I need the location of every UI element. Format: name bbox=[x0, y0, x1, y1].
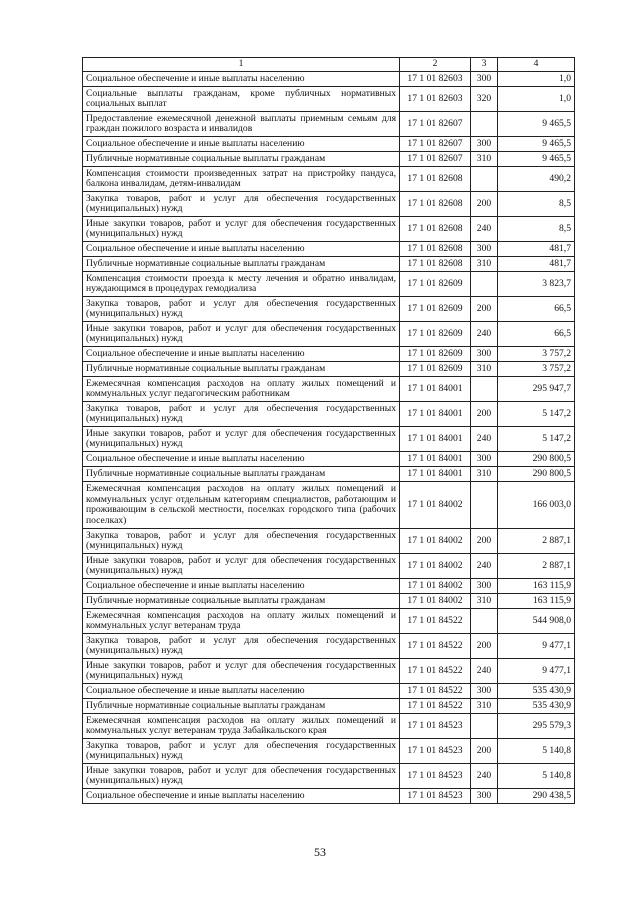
row-name-cell: Публичные нормативные социальные выплаты гражданам bbox=[83, 467, 400, 482]
table-row bbox=[83, 714, 575, 739]
row-amount-cell: 5 140,8 bbox=[498, 739, 575, 764]
table-row bbox=[83, 347, 575, 362]
row-type-cell: 310 bbox=[471, 699, 498, 714]
row-name-cell: Социальное обеспечение и иные выплаты населению bbox=[83, 242, 400, 257]
row-amount-cell: 3 823,7 bbox=[498, 272, 575, 297]
row-code-cell: 17 1 01 82609 bbox=[400, 347, 471, 362]
budget-table bbox=[82, 57, 575, 804]
row-type-cell: 240 bbox=[471, 764, 498, 789]
row-type-cell bbox=[471, 482, 498, 529]
row-type-cell: 200 bbox=[471, 192, 498, 217]
row-type-cell: 200 bbox=[471, 297, 498, 322]
row-code-cell: 17 1 01 84522 bbox=[400, 684, 471, 699]
row-amount-cell: 5 140,8 bbox=[498, 764, 575, 789]
row-type-cell: 310 bbox=[471, 467, 498, 482]
row-code-cell: 17 1 01 84523 bbox=[400, 789, 471, 804]
row-name-cell: Иные закупки товаров, работ и услуг для обеспечения государственных (муниципальных) нужд bbox=[83, 764, 400, 789]
table-row bbox=[83, 659, 575, 684]
row-code-cell: 17 1 01 82609 bbox=[400, 272, 471, 297]
row-name-cell: Предоставление ежемесячной денежной выплаты приемным семьям для граждан пожилого возраста и инвалидов bbox=[83, 112, 400, 137]
row-code-cell: 17 1 01 82609 bbox=[400, 297, 471, 322]
row-name-cell: Ежемесячная компенсация расходов на оплату жилых помещений и коммунальных услуг ветеранам труда Забайкальского края bbox=[83, 714, 400, 739]
row-amount-cell: 66,5 bbox=[498, 322, 575, 347]
row-amount-cell: 9 465,5 bbox=[498, 112, 575, 137]
row-name-cell: Социальное обеспечение и иные выплаты населению bbox=[83, 72, 400, 87]
row-name-cell: Закупка товаров, работ и услуг для обеспечения государственных (муниципальных) нужд bbox=[83, 402, 400, 427]
row-amount-cell: 290 800,5 bbox=[498, 467, 575, 482]
row-type-cell: 200 bbox=[471, 402, 498, 427]
row-type-cell bbox=[471, 377, 498, 402]
table-row bbox=[83, 452, 575, 467]
table-row bbox=[83, 152, 575, 167]
row-amount-cell: 8,5 bbox=[498, 217, 575, 242]
row-name-cell: Ежемесячная компенсация расходов на оплату жилых помещений и коммунальных услуг педагогическим работникам bbox=[83, 377, 400, 402]
table-row bbox=[83, 739, 575, 764]
row-type-cell: 300 bbox=[471, 137, 498, 152]
row-name-cell: Закупка товаров, работ и услуг для обеспечения государственных (муниципальных) нужд bbox=[83, 192, 400, 217]
row-name-cell: Социальное обеспечение и иные выплаты населению bbox=[83, 452, 400, 467]
row-type-cell: 300 bbox=[471, 72, 498, 87]
table-row bbox=[83, 427, 575, 452]
row-name-cell: Ежемесячная компенсация расходов на оплату жилых помещений и коммунальных услуг отдельным категориям специалистов, работающим и проживающим в сельской местности, поселках городского типа (рабочих поселках) bbox=[83, 482, 400, 529]
table-row bbox=[83, 482, 575, 529]
row-amount-cell: 9 465,5 bbox=[498, 137, 575, 152]
table-row bbox=[83, 87, 575, 112]
row-code-cell: 17 1 01 84001 bbox=[400, 427, 471, 452]
row-code-cell: 17 1 01 82607 bbox=[400, 152, 471, 167]
row-amount-cell: 490,2 bbox=[498, 167, 575, 192]
row-amount-cell: 544 908,0 bbox=[498, 609, 575, 634]
row-name-cell: Публичные нормативные социальные выплаты гражданам bbox=[83, 362, 400, 377]
table-row bbox=[83, 554, 575, 579]
table-row bbox=[83, 377, 575, 402]
row-amount-cell: 290 800,5 bbox=[498, 452, 575, 467]
row-amount-cell: 3 757,2 bbox=[498, 362, 575, 377]
header-cell-code: 2 bbox=[400, 58, 471, 72]
row-code-cell: 17 1 01 82608 bbox=[400, 217, 471, 242]
row-code-cell: 17 1 01 82608 bbox=[400, 242, 471, 257]
row-type-cell: 310 bbox=[471, 594, 498, 609]
table-row bbox=[83, 167, 575, 192]
row-name-cell: Публичные нормативные социальные выплаты гражданам bbox=[83, 152, 400, 167]
row-name-cell: Ежемесячная компенсация расходов на оплату жилых помещений и коммунальных услуг ветеранам труда bbox=[83, 609, 400, 634]
row-code-cell: 17 1 01 84523 bbox=[400, 714, 471, 739]
row-amount-cell: 5 147,2 bbox=[498, 427, 575, 452]
row-name-cell: Публичные нормативные социальные выплаты гражданам bbox=[83, 699, 400, 714]
table-row bbox=[83, 609, 575, 634]
table-row bbox=[83, 242, 575, 257]
row-code-cell: 17 1 01 82608 bbox=[400, 257, 471, 272]
table-row bbox=[83, 579, 575, 594]
row-type-cell: 300 bbox=[471, 579, 498, 594]
row-name-cell: Иные закупки товаров, работ и услуг для обеспечения государственных (муниципальных) нужд bbox=[83, 554, 400, 579]
row-code-cell: 17 1 01 84002 bbox=[400, 482, 471, 529]
row-name-cell: Публичные нормативные социальные выплаты гражданам bbox=[83, 257, 400, 272]
row-type-cell: 200 bbox=[471, 634, 498, 659]
table-row bbox=[83, 789, 575, 804]
page-number: 53 bbox=[314, 845, 326, 859]
row-amount-cell: 2 887,1 bbox=[498, 554, 575, 579]
row-name-cell: Иные закупки товаров, работ и услуг для обеспечения государственных (муниципальных) нужд bbox=[83, 659, 400, 684]
row-type-cell: 240 bbox=[471, 659, 498, 684]
row-name-cell: Закупка товаров, работ и услуг для обеспечения государственных (муниципальных) нужд bbox=[83, 297, 400, 322]
row-name-cell: Иные закупки товаров, работ и услуг для обеспечения государственных (муниципальных) нужд bbox=[83, 427, 400, 452]
row-amount-cell: 1,0 bbox=[498, 72, 575, 87]
table-row bbox=[83, 137, 575, 152]
row-amount-cell: 166 003,0 bbox=[498, 482, 575, 529]
row-type-cell: 300 bbox=[471, 452, 498, 467]
row-type-cell: 300 bbox=[471, 789, 498, 804]
row-name-cell: Компенсация стоимости проезда к месту лечения и обратно инвалидам, нуждающимся в процедурах гемодиализа bbox=[83, 272, 400, 297]
row-amount-cell: 9 477,1 bbox=[498, 659, 575, 684]
row-code-cell: 17 1 01 82607 bbox=[400, 137, 471, 152]
row-code-cell: 17 1 01 84523 bbox=[400, 739, 471, 764]
table-row bbox=[83, 72, 575, 87]
table-header-row bbox=[83, 58, 575, 72]
row-name-cell: Компенсация стоимости произведенных затрат на пристройку пандуса, балкона инвалидам, детям-инвалидам bbox=[83, 167, 400, 192]
row-type-cell: 300 bbox=[471, 242, 498, 257]
row-name-cell: Иные закупки товаров, работ и услуг для обеспечения государственных (муниципальных) нужд bbox=[83, 217, 400, 242]
row-code-cell: 17 1 01 84001 bbox=[400, 402, 471, 427]
table-row bbox=[83, 699, 575, 714]
row-type-cell bbox=[471, 609, 498, 634]
header-cell-name: 1 bbox=[83, 58, 400, 72]
row-code-cell: 17 1 01 82603 bbox=[400, 72, 471, 87]
row-name-cell: Публичные нормативные социальные выплаты гражданам bbox=[83, 594, 400, 609]
row-name-cell: Социальное обеспечение и иные выплаты населению bbox=[83, 579, 400, 594]
row-code-cell: 17 1 01 84001 bbox=[400, 452, 471, 467]
table-row bbox=[83, 634, 575, 659]
row-code-cell: 17 1 01 82603 bbox=[400, 87, 471, 112]
row-code-cell: 17 1 01 84002 bbox=[400, 594, 471, 609]
row-name-cell: Закупка товаров, работ и услуг для обеспечения государственных (муниципальных) нужд bbox=[83, 739, 400, 764]
row-code-cell: 17 1 01 82608 bbox=[400, 192, 471, 217]
row-name-cell: Социальные выплаты гражданам, кроме публичных нормативных социальных выплат bbox=[83, 87, 400, 112]
table-row bbox=[83, 594, 575, 609]
table-row bbox=[83, 362, 575, 377]
row-type-cell: 300 bbox=[471, 347, 498, 362]
row-name-cell: Социальное обеспечение и иные выплаты населению bbox=[83, 789, 400, 804]
row-amount-cell: 5 147,2 bbox=[498, 402, 575, 427]
row-name-cell: Социальное обеспечение и иные выплаты населению bbox=[83, 137, 400, 152]
row-type-cell: 310 bbox=[471, 362, 498, 377]
row-amount-cell: 295 947,7 bbox=[498, 377, 575, 402]
row-type-cell: 240 bbox=[471, 322, 498, 347]
row-code-cell: 17 1 01 84522 bbox=[400, 634, 471, 659]
row-type-cell: 310 bbox=[471, 257, 498, 272]
row-amount-cell: 66,5 bbox=[498, 297, 575, 322]
row-amount-cell: 295 579,3 bbox=[498, 714, 575, 739]
row-code-cell: 17 1 01 84001 bbox=[400, 467, 471, 482]
row-type-cell: 240 bbox=[471, 554, 498, 579]
row-type-cell: 300 bbox=[471, 684, 498, 699]
row-name-cell: Социальное обеспечение и иные выплаты населению bbox=[83, 684, 400, 699]
row-type-cell: 240 bbox=[471, 427, 498, 452]
row-amount-cell: 481,7 bbox=[498, 257, 575, 272]
table-row bbox=[83, 322, 575, 347]
row-amount-cell: 9 477,1 bbox=[498, 634, 575, 659]
row-type-cell: 310 bbox=[471, 152, 498, 167]
table-row bbox=[83, 402, 575, 427]
table-row bbox=[83, 684, 575, 699]
table-row bbox=[83, 529, 575, 554]
row-code-cell: 17 1 01 84522 bbox=[400, 659, 471, 684]
row-amount-cell: 290 438,5 bbox=[498, 789, 575, 804]
row-name-cell: Закупка товаров, работ и услуг для обеспечения государственных (муниципальных) нужд bbox=[83, 529, 400, 554]
row-amount-cell: 163 115,9 bbox=[498, 594, 575, 609]
row-amount-cell: 535 430,9 bbox=[498, 699, 575, 714]
table-row bbox=[83, 192, 575, 217]
table-row bbox=[83, 297, 575, 322]
row-code-cell: 17 1 01 82609 bbox=[400, 322, 471, 347]
row-amount-cell: 8,5 bbox=[498, 192, 575, 217]
row-type-cell: 240 bbox=[471, 217, 498, 242]
row-name-cell: Социальное обеспечение и иные выплаты населению bbox=[83, 347, 400, 362]
row-amount-cell: 163 115,9 bbox=[498, 579, 575, 594]
table-row bbox=[83, 257, 575, 272]
row-code-cell: 17 1 01 84522 bbox=[400, 699, 471, 714]
table-row bbox=[83, 764, 575, 789]
row-amount-cell: 3 757,2 bbox=[498, 347, 575, 362]
row-type-cell bbox=[471, 272, 498, 297]
row-type-cell: 320 bbox=[471, 87, 498, 112]
row-code-cell: 17 1 01 82609 bbox=[400, 362, 471, 377]
table-row bbox=[83, 112, 575, 137]
row-code-cell: 17 1 01 84002 bbox=[400, 554, 471, 579]
row-name-cell: Закупка товаров, работ и услуг для обеспечения государственных (муниципальных) нужд bbox=[83, 634, 400, 659]
row-code-cell: 17 1 01 82607 bbox=[400, 112, 471, 137]
row-code-cell: 17 1 01 84002 bbox=[400, 529, 471, 554]
row-code-cell: 17 1 01 84523 bbox=[400, 764, 471, 789]
row-code-cell: 17 1 01 84002 bbox=[400, 579, 471, 594]
budget-table-body bbox=[83, 58, 575, 804]
row-name-cell: Иные закупки товаров, работ и услуг для обеспечения государственных (муниципальных) нужд bbox=[83, 322, 400, 347]
table-row bbox=[83, 467, 575, 482]
row-code-cell: 17 1 01 82608 bbox=[400, 167, 471, 192]
row-code-cell: 17 1 01 84522 bbox=[400, 609, 471, 634]
table-row bbox=[83, 217, 575, 242]
row-amount-cell: 535 430,9 bbox=[498, 684, 575, 699]
row-type-cell: 200 bbox=[471, 739, 498, 764]
row-type-cell bbox=[471, 714, 498, 739]
row-amount-cell: 2 887,1 bbox=[498, 529, 575, 554]
table-row bbox=[83, 272, 575, 297]
row-type-cell bbox=[471, 112, 498, 137]
header-cell-type: 3 bbox=[471, 58, 498, 72]
row-amount-cell: 481,7 bbox=[498, 242, 575, 257]
row-code-cell: 17 1 01 84001 bbox=[400, 377, 471, 402]
row-type-cell: 200 bbox=[471, 529, 498, 554]
row-amount-cell: 9 465,5 bbox=[498, 152, 575, 167]
row-amount-cell: 1,0 bbox=[498, 87, 575, 112]
row-type-cell bbox=[471, 167, 498, 192]
header-cell-amount: 4 bbox=[498, 58, 575, 72]
